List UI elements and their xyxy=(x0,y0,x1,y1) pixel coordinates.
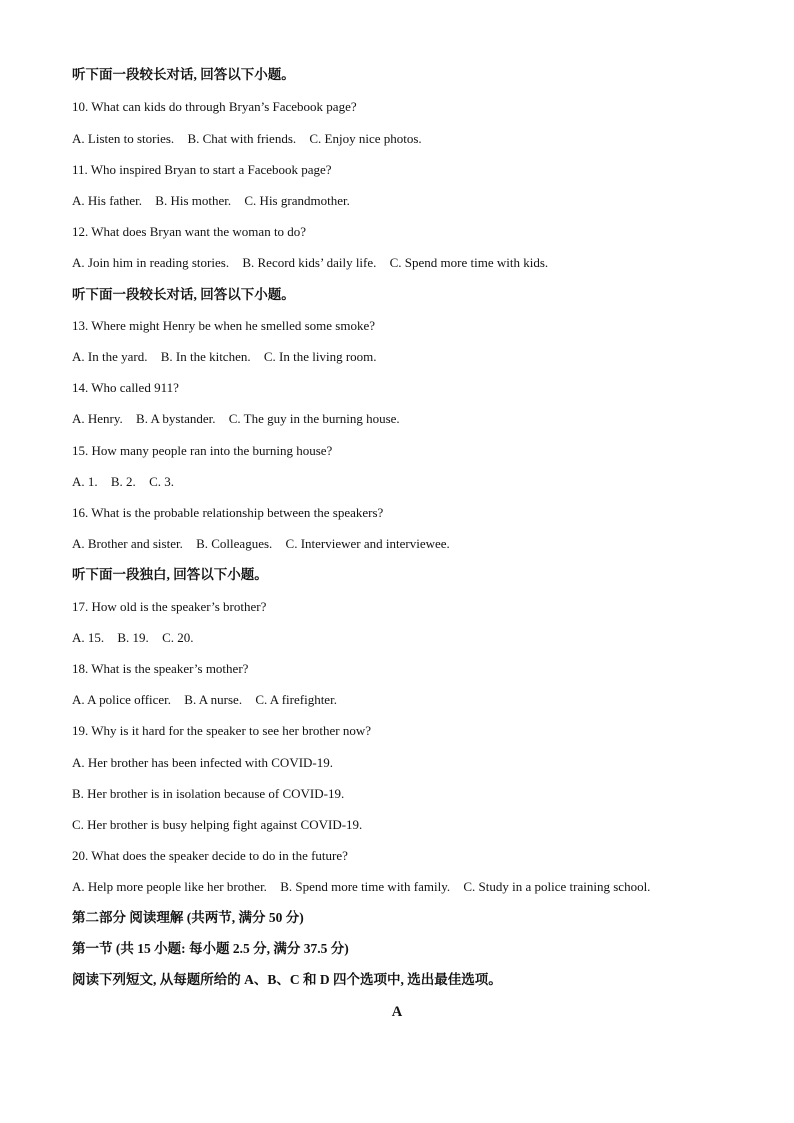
option-14-a[interactable]: A. Henry. xyxy=(72,411,123,426)
option-10-b[interactable]: B. Chat with friends. xyxy=(187,131,297,146)
options-10 xyxy=(72,131,422,147)
section-heading-dialogue-2: 听下面一段较长对话, 回答以下小题。 xyxy=(72,287,295,302)
options-16 xyxy=(72,536,450,552)
option-19-a[interactable]: A. Her brother has been infected with COVID-19. xyxy=(72,755,334,770)
option-15-b[interactable]: B. 2. xyxy=(110,474,136,489)
option-16-b[interactable]: B. Colleagues. xyxy=(196,536,273,551)
question-13: 13. Where might Henry be when he smelled some smoke? xyxy=(72,318,376,333)
option-20-c[interactable]: C. Study in a police training school. xyxy=(463,879,651,894)
question-17: 17. How old is the speaker’s brother? xyxy=(72,599,267,614)
question-11: 11. Who inspired Bryan to start a Facebook page? xyxy=(72,162,332,177)
question-15: 15. How many people ran into the burning house? xyxy=(72,443,333,458)
option-19-b[interactable]: B. Her brother is in isolation because of COVID-19. xyxy=(72,786,345,801)
option-17-a[interactable]: A. 15. xyxy=(72,630,105,645)
option-14-c[interactable]: C. The guy in the burning house. xyxy=(228,411,400,426)
option-14-b[interactable]: B. A bystander. xyxy=(136,411,216,426)
options-12 xyxy=(72,255,548,271)
option-15-c[interactable]: C. 3. xyxy=(149,474,174,489)
part-2-section-1: 第一节 (共 15 小题: 每小题 2.5 分, 满分 37.5 分) xyxy=(72,941,349,956)
option-18-b[interactable]: B. A nurse. xyxy=(184,692,243,707)
option-19-c[interactable]: C. Her brother is busy helping fight against COVID-19. xyxy=(72,817,363,832)
question-12: 12. What does Bryan want the woman to do? xyxy=(72,224,307,239)
option-12-b[interactable]: B. Record kids’ daily life. xyxy=(242,255,377,270)
option-11-b[interactable]: B. His mother. xyxy=(155,193,232,208)
passage-label: A xyxy=(391,1004,403,1020)
option-16-a[interactable]: A. Brother and sister. xyxy=(72,536,183,551)
option-20-a[interactable]: A. Help more people like her brother. xyxy=(72,879,267,894)
option-17-c[interactable]: C. 20. xyxy=(162,630,194,645)
question-16: 16. What is the probable relationship between the speakers? xyxy=(72,505,384,520)
option-13-a[interactable]: A. In the yard. xyxy=(72,349,148,364)
options-20 xyxy=(72,879,650,895)
option-10-a[interactable]: A. Listen to stories. xyxy=(72,131,175,146)
option-10-c[interactable]: C. Enjoy nice photos. xyxy=(309,131,422,146)
option-13-b[interactable]: B. In the kitchen. xyxy=(160,349,251,364)
part-2-title: 第二部分 阅读理解 (共两节, 满分 50 分) xyxy=(72,910,304,925)
option-18-c[interactable]: C. A firefighter. xyxy=(255,692,337,707)
options-17 xyxy=(72,630,193,646)
question-18: 18. What is the speaker’s mother? xyxy=(72,661,249,676)
options-11 xyxy=(72,193,350,209)
question-20: 20. What does the speaker decide to do in the future? xyxy=(72,848,348,863)
options-18 xyxy=(72,692,337,708)
options-15 xyxy=(72,474,174,490)
question-10: 10. What can kids do through Bryan’s Facebook page? xyxy=(72,99,357,114)
options-13 xyxy=(72,349,377,365)
option-11-c[interactable]: C. His grandmother. xyxy=(244,193,350,208)
question-14: 14. Who called 911? xyxy=(72,380,179,395)
option-20-b[interactable]: B. Spend more time with family. xyxy=(280,879,451,894)
option-12-a[interactable]: A. Join him in reading stories. xyxy=(72,255,230,270)
option-11-a[interactable]: A. His father. xyxy=(72,193,143,208)
option-16-c[interactable]: C. Interviewer and interviewee. xyxy=(285,536,450,551)
question-19: 19. Why is it hard for the speaker to see her brother now? xyxy=(72,723,372,738)
option-12-c[interactable]: C. Spend more time with kids. xyxy=(389,255,549,270)
option-15-a[interactable]: A. 1. xyxy=(72,474,98,489)
options-14 xyxy=(72,411,400,427)
section-heading-dialogue-1: 听下面一段较长对话, 回答以下小题。 xyxy=(72,67,295,82)
part-2-instruction: 阅读下列短文, 从每题所给的 A、B、C 和 D 四个选项中, 选出最佳选项。 xyxy=(72,972,502,987)
option-13-c[interactable]: C. In the living room. xyxy=(263,349,377,364)
option-17-b[interactable]: B. 19. xyxy=(117,630,149,645)
section-heading-monologue: 听下面一段独白, 回答以下小题。 xyxy=(72,567,268,582)
option-18-a[interactable]: A. A police officer. xyxy=(72,692,172,707)
